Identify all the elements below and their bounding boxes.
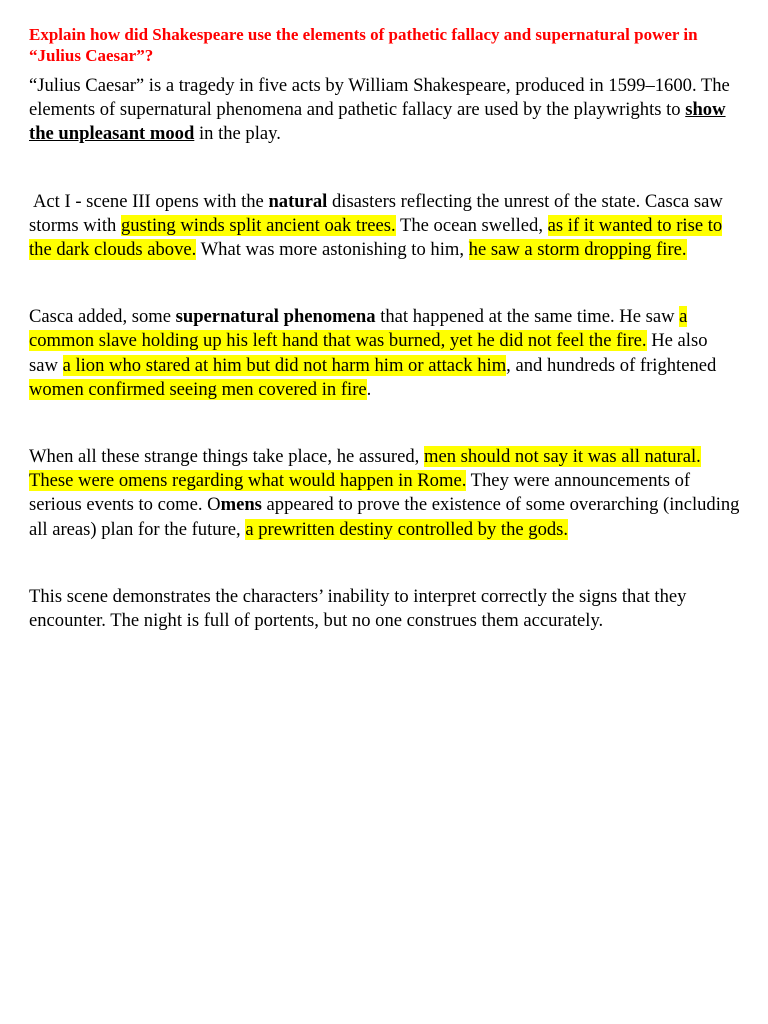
highlight-lion: a lion who stared at him but did not harm him or attack him: [62, 354, 507, 376]
question-heading: Explain how did Shakespeare use the elements of pathetic fallacy and supernatural power in “Julius Caesar”?: [29, 25, 698, 65]
paragraph-conclusion: [29, 585, 741, 633]
highlight-destiny: a prewritten destiny controlled by the gods.: [245, 518, 569, 540]
act-one-text-4: What was more astonishing to him,: [196, 239, 469, 261]
bold-word-natural: natural: [268, 190, 328, 212]
conclusion-text: This scene demonstrates the characters’ inability to interpret correctly the signs that they encounter. The night is full of portents, but no one construes them accurately.: [29, 585, 687, 632]
supernatural-text-3: He also saw: [29, 330, 708, 376]
act-one-text-3: The ocean swelled,: [395, 214, 548, 236]
paragraph-omens: [29, 445, 741, 542]
highlight-gusting-winds: gusting winds split ancient oak trees.: [120, 214, 396, 236]
supernatural-text: Casca added, some: [29, 306, 176, 328]
highlight-omens-rome: These were omens regarding what would happen in Rome.: [29, 470, 467, 492]
paragraph-supernatural: [29, 305, 741, 402]
omens-text-2: They were announcements of serious events to come. O: [29, 470, 691, 516]
highlight-slave-hand: a common slave holding up his left hand that was burned, yet he did not feel the fire.: [29, 306, 688, 352]
act-one-text-2: disasters reflecting the unrest of the state. Casca saw storms with: [29, 190, 723, 236]
bold-supernatural-phenomena: supernatural phenomena: [175, 306, 376, 328]
supernatural-text-2: that happened at the same time. He saw: [375, 306, 680, 328]
document-page: [29, 24, 741, 633]
highlight-women-fire: women confirmed seeing men covered in fire: [29, 378, 367, 400]
omens-text: When all these strange things take place, he assured,: [29, 446, 424, 468]
paragraph-intro: [29, 74, 741, 147]
bold-underlined-phrase: show the unpleasant mood: [29, 99, 726, 145]
omens-text-3: appeared to prove the existence of some overarching (including all areas) plan for the future,: [29, 494, 740, 540]
bold-mens: mens: [220, 494, 262, 516]
supernatural-text-5: .: [366, 378, 372, 400]
act-one-text: Act I - scene III opens with the: [33, 190, 269, 212]
highlight-ocean-rise: as if it wanted to rise to the dark clouds above.: [29, 214, 723, 261]
highlight-storm-fire: he saw a storm dropping fire.: [468, 239, 687, 261]
supernatural-text-4: , and hundreds of frightened: [506, 354, 717, 376]
highlight-not-natural: men should not say it was all natural.: [423, 446, 701, 468]
intro-text-end: in the play.: [194, 123, 281, 145]
paragraph-act-one: [29, 190, 741, 263]
intro-text: “Julius Caesar” is a tragedy in five acts by William Shakespeare, produced in 1599–1600. The elements of supernatural phenomena and pathetic fallacy are used by the playwrights to: [29, 75, 730, 121]
